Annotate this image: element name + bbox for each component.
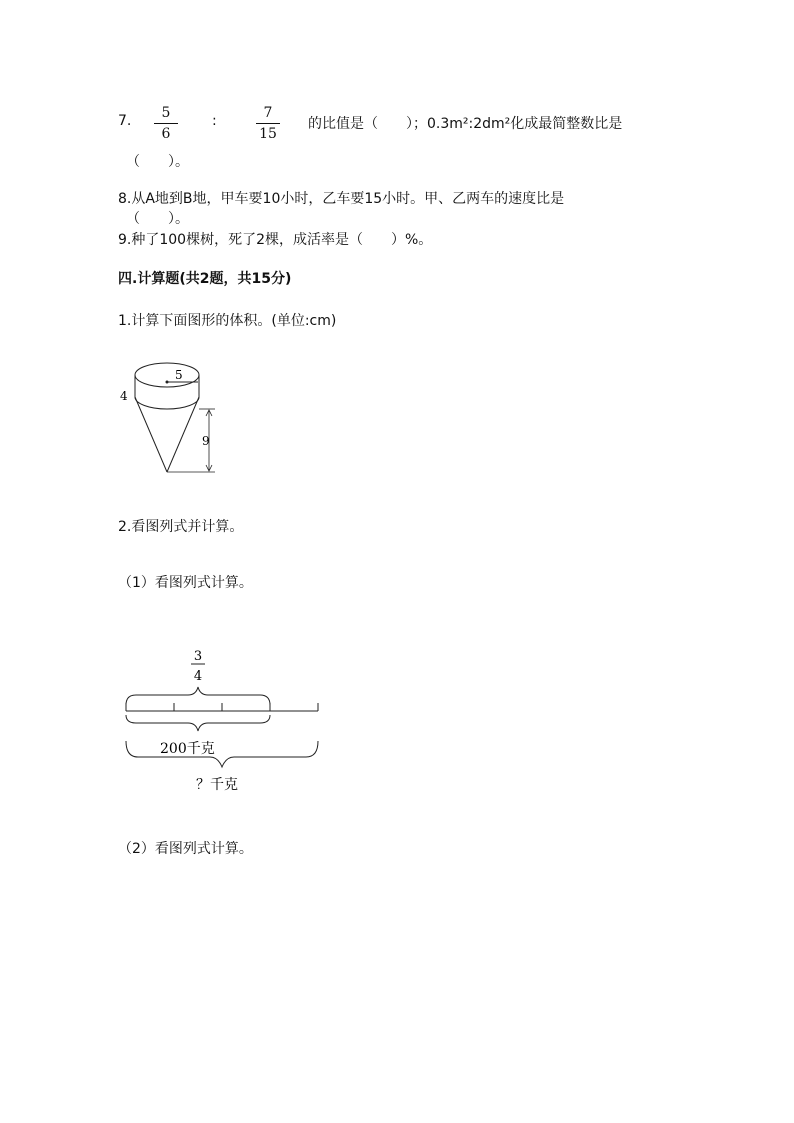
known-weight-label: 200千克 — [160, 741, 215, 757]
q7-text-line1: 的比值是（ ）；0.3m²:2dm²化成最简整数比是 — [308, 116, 623, 132]
calc2-sub1: （1）看图列式计算。 — [118, 575, 253, 591]
bar-model-figure — [118, 645, 328, 797]
cone-left-edge — [135, 397, 167, 472]
q7-fraction-1 — [152, 105, 180, 142]
unknown-weight-label: ？千克 — [196, 777, 238, 793]
cylinder-cone-figure — [115, 355, 225, 477]
q7-number: 7. — [118, 113, 132, 129]
section-title: 四.计算题(共2题，共15分) — [118, 271, 292, 287]
whole-brace — [126, 741, 318, 767]
q8-text-line2: （ ）。 — [126, 211, 189, 227]
calc2-text: 2.看图列式并计算。 — [118, 519, 244, 535]
q8-text-line1: 8.从A地到B地，甲车要10小时，乙车要15小时。甲、乙两车的速度比是 — [118, 191, 565, 207]
fraction-denominator: 4 — [193, 669, 203, 684]
q7-text-line2: （ ）。 — [126, 154, 189, 170]
fraction-numerator: 3 — [193, 649, 203, 664]
cone-right-edge — [167, 397, 199, 472]
part-brace — [126, 715, 270, 731]
radius-label: 5 — [175, 368, 183, 382]
cylinder-height-label: 4 — [120, 389, 128, 403]
fraction-numerator: 7 — [263, 105, 273, 121]
q7-fraction-2 — [254, 105, 282, 142]
q9-text: 9.种了100棵树，死了2棵，成活率是（ ）%。 — [118, 232, 433, 248]
top-brace — [126, 687, 270, 705]
fraction-denominator: 15 — [259, 126, 277, 142]
cylinder-bottom — [135, 397, 199, 409]
fraction-numerator: 5 — [161, 105, 171, 121]
calc1-text: 1.计算下面图形的体积。(单位:cm) — [118, 313, 337, 329]
fraction-denominator: 6 — [161, 126, 171, 142]
cone-height-label: 9 — [202, 434, 210, 448]
calc2-sub2: （2）看图列式计算。 — [118, 841, 253, 857]
q7-colon: : — [212, 113, 217, 129]
